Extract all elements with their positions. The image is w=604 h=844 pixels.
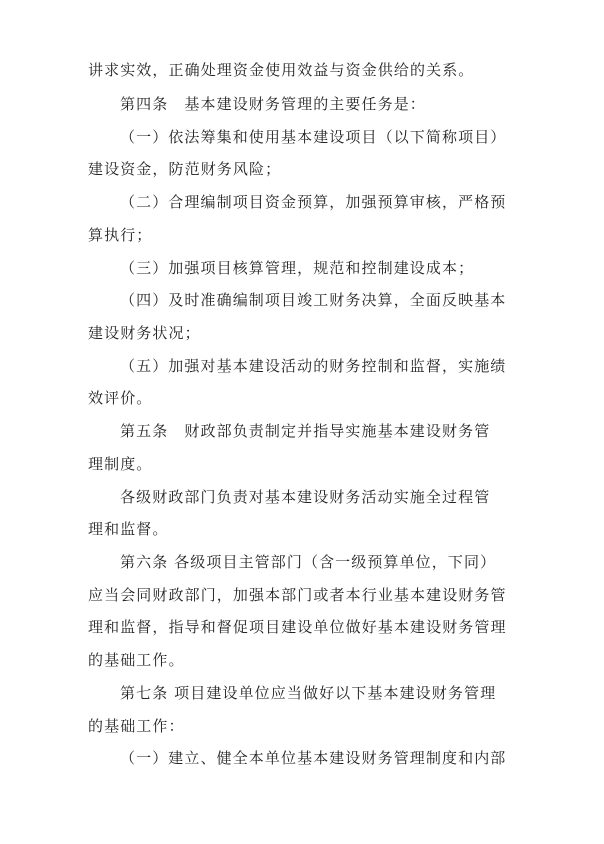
text-line-9: 建设财务状况； xyxy=(88,324,201,342)
text-line-17: 应当会同财政部门，加强本部门或者本行业基本建设财务管 xyxy=(88,586,507,604)
text-line-5: （二）合理编制项目资金预算，加强预算审核，严格预 xyxy=(120,193,507,211)
text-line-20: 第七条 项目建设单位应当做好以下基本建设财务管理 xyxy=(120,684,497,702)
text-line-13: 理制度。 xyxy=(88,455,153,473)
text-line-19: 的基础工作。 xyxy=(88,651,185,669)
text-line-12: 第五条 财政部负责制定并指导实施基本建设财务管 xyxy=(120,422,491,440)
text-line-22: （一）建立、健全本单位基本建设财务管理制度和内部 xyxy=(120,749,507,767)
text-line-10: （五）加强对基本建设活动的财务控制和监督，实施绩 xyxy=(120,357,507,375)
text-line-11: 效评价。 xyxy=(88,389,153,407)
text-line-21: 的基础工作： xyxy=(88,717,185,735)
text-line-15: 理和监督。 xyxy=(88,520,169,538)
text-line-6: 算执行； xyxy=(88,226,153,244)
text-line-2: 第四条 基本建设财务管理的主要任务是： xyxy=(120,95,426,113)
text-line-16: 第六条 各级项目主管部门（含一级预算单位，下同） xyxy=(120,553,497,571)
text-line-4: 建设资金，防范财务风险； xyxy=(88,160,282,178)
text-line-8: （四）及时准确编制项目竣工财务决算，全面反映基本 xyxy=(120,291,507,309)
text-line-18: 理和监督，指导和督促项目建设单位做好基本建设财务管理 xyxy=(88,618,507,636)
text-line-3: （一）依法筹集和使用基本建设项目（以下简称项目） xyxy=(120,128,507,146)
text-line-7: （三）加强项目核算管理，规范和控制建设成本； xyxy=(120,259,475,277)
text-line-1: 讲求实效，正确处理资金使用效益与资金供给的关系。 xyxy=(88,61,475,79)
text-line-14: 各级财政部门负责对基本建设财务活动实施全过程管 xyxy=(120,488,491,506)
